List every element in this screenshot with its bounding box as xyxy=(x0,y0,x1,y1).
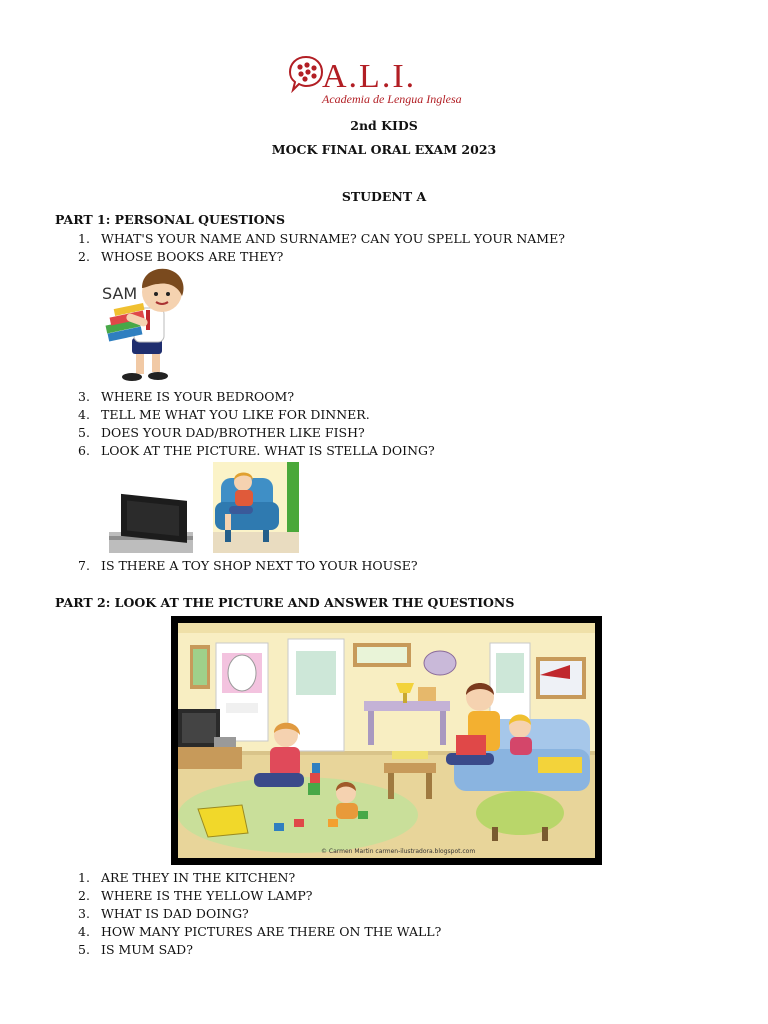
part2-question: 3. WHAT IS DAD DOING? xyxy=(78,906,249,921)
living-room-scene-image xyxy=(178,623,595,858)
exam-title: MOCK FINAL ORAL EXAM 2023 xyxy=(271,142,497,157)
part2-question: 5. IS MUM SAD? xyxy=(78,942,193,957)
part1-title: PART 1: PERSONAL QUESTIONS xyxy=(55,212,286,227)
part2-question: 4. HOW MANY PICTURES ARE THERE ON THE WALL? xyxy=(78,924,442,939)
living-room-picture-frame xyxy=(171,616,602,865)
part1-question: 6. LOOK AT THE PICTURE. WHAT IS STELLA DOING? xyxy=(78,443,435,458)
student-label: STUDENT A xyxy=(341,189,427,204)
part1-question: 2. WHOSE BOOKS ARE THEY? xyxy=(78,249,284,264)
part2-question: 2. WHERE IS THE YELLOW LAMP? xyxy=(78,888,313,903)
part1-question: 7. IS THERE A TOY SHOP NEXT TO YOUR HOUSE? xyxy=(78,558,418,573)
part1-question: 5. DOES YOUR DAD/BROTHER LIKE FISH? xyxy=(78,425,365,440)
boy-name-label: SAM xyxy=(102,284,138,303)
logo-speech-bubble-icon xyxy=(289,55,323,93)
logo-text: A.L.I. xyxy=(322,58,417,95)
logo-subtitle: Academia de Lengua Inglesa xyxy=(322,92,462,106)
part1-question: 3. WHERE IS YOUR BEDROOM? xyxy=(78,389,295,404)
illustration-credit: © Carmen Martin carmen-ilustradora.blogspot.com xyxy=(321,848,476,855)
part1-question: 4. TELL ME WHAT YOU LIKE FOR DINNER. xyxy=(78,407,370,422)
girl-watching-tv-image xyxy=(103,462,299,553)
part1-question: 1. WHAT'S YOUR NAME AND SURNAME? CAN YOU SPELL YOUR NAME? xyxy=(78,231,565,246)
part2-title: PART 2: LOOK AT THE PICTURE AND ANSWER THE QUESTIONS xyxy=(55,595,515,610)
part2-question: 1. ARE THEY IN THE KITCHEN? xyxy=(78,870,296,885)
boy-carrying-books-image xyxy=(100,264,195,386)
level-heading: 2nd KIDS xyxy=(350,118,418,133)
